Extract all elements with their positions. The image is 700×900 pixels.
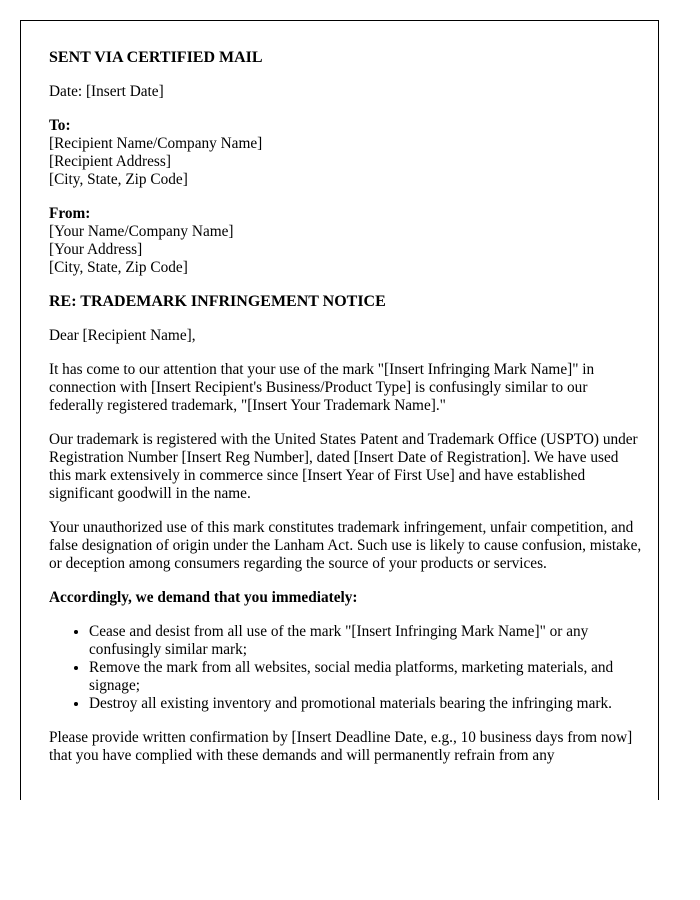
from-address-block — [49, 205, 644, 277]
date-line: Date: [Insert Date] — [49, 83, 164, 100]
sender-name-line: [Your Name/Company Name] — [49, 223, 234, 240]
sent-via-line: SENT VIA CERTIFIED MAIL — [49, 49, 263, 66]
recipient-city-line: [City, State, Zip Code] — [49, 171, 188, 188]
demand-list — [49, 623, 644, 713]
recipient-name-line: [Recipient Name/Company Name] — [49, 135, 263, 152]
demand-heading: Accordingly, we demand that you immediately: — [49, 589, 358, 606]
paragraph-confirmation: Please provide written confirmation by [Insert Deadline Date, e.g., 10 business days from now] that you have complied with these demands and will permanently refrain from any — [49, 729, 633, 764]
recipient-address-line: [Recipient Address] — [49, 153, 171, 170]
demand-item: • Cease and desist from all use of the mark "[Insert Infringing Mark Name]" or any confusingly similar mark; — [89, 623, 644, 659]
to-address-block — [49, 117, 644, 189]
to-label: To: — [49, 117, 71, 134]
letter-body — [49, 49, 644, 781]
salutation: Dear [Recipient Name], — [49, 327, 196, 344]
sender-address-line: [Your Address] — [49, 241, 143, 258]
paragraph-infringement: Your unauthorized use of this mark constitutes trademark infringement, unfair competition, and false designation of origin under the Lanham Act. Such use is likely to cause confusion, mistake, or deception among consumers regarding the source of your products or services. — [49, 519, 642, 572]
demand-item: • Remove the mark from all websites, social media platforms, marketing materials, and signage; — [89, 659, 644, 695]
demand-item: • Destroy all existing inventory and promotional materials bearing the infringing mark. — [89, 695, 644, 713]
paragraph-notice: It has come to our attention that your use of the mark "[Insert Infringing Mark Name]" in connection with [Insert Recipient's Business/Product Type] is confusingly similar to our federally registered trademark, "[Insert Your Trademark Name]." — [49, 361, 595, 414]
from-label: From: — [49, 205, 91, 222]
paragraph-registration: Our trademark is registered with the United States Patent and Trademark Office (USPTO) under Registration Number [Insert Reg Number], dated [Insert Date of Registration]. We have used this mark extensively in commerce since [Insert Year of First Use] and have established significant goodwill in the name. — [49, 431, 638, 502]
letter-page — [20, 20, 659, 800]
sender-city-line: [City, State, Zip Code] — [49, 259, 188, 276]
subject-line: RE: TRADEMARK INFRINGEMENT NOTICE — [49, 293, 386, 310]
